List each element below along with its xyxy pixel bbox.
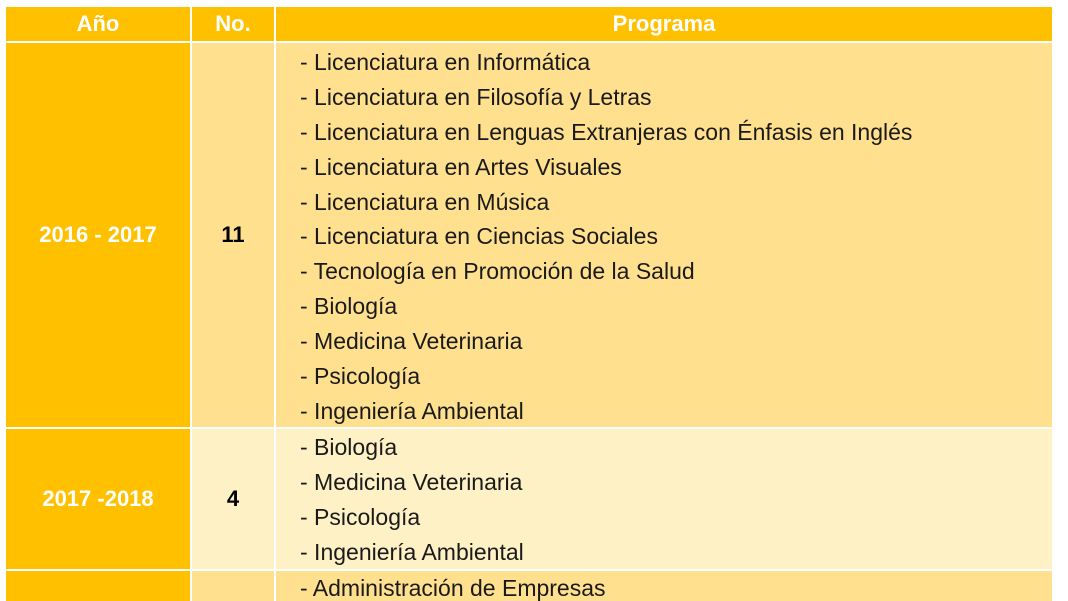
year-cell: 2017 -2018 xyxy=(6,429,192,569)
program-list xyxy=(276,571,1052,601)
table-row xyxy=(6,427,1052,569)
programs-table xyxy=(6,7,1052,601)
program-list xyxy=(276,429,1052,569)
program-item: - Psicología xyxy=(300,503,421,530)
program-item: - Ingeniería Ambiental xyxy=(300,538,524,565)
table-row xyxy=(6,41,1052,427)
program-item: - Ingeniería Ambiental xyxy=(300,397,524,424)
program-item: - Medicina Veterinaria xyxy=(300,468,523,495)
program-item: - Administración de Empresas xyxy=(300,575,606,601)
year-cell xyxy=(6,571,192,601)
program-item: - Biología xyxy=(300,434,398,460)
program-item: - Licenciatura en Música xyxy=(300,188,550,215)
program-item: - Tecnología en Promoción de la Salud xyxy=(300,258,695,285)
program-item: - Licenciatura en Informática xyxy=(300,49,591,75)
program-item: - Licenciatura en Lenguas Extranjeras con Énfasis en Inglés xyxy=(300,118,913,145)
header-year: Año xyxy=(6,7,192,41)
header-no: No. xyxy=(192,7,276,41)
count-cell xyxy=(192,571,276,601)
table-header xyxy=(6,7,1052,41)
header-program: Programa xyxy=(612,11,716,36)
count-cell: 11 xyxy=(192,43,276,427)
year-cell: 2016 - 2017 xyxy=(6,43,192,427)
table-row xyxy=(6,569,1052,601)
program-item: - Medicina Veterinaria xyxy=(300,328,523,355)
program-item: - Licenciatura en Artes Visuales xyxy=(300,153,622,180)
program-item: - Biología xyxy=(300,293,398,320)
program-item: - Psicología xyxy=(300,363,421,390)
program-list xyxy=(276,43,1052,427)
program-item: - Licenciatura en Ciencias Sociales xyxy=(300,223,658,250)
count-cell: 4 xyxy=(192,429,276,569)
program-item: - Licenciatura en Filosofía y Letras xyxy=(300,83,652,110)
